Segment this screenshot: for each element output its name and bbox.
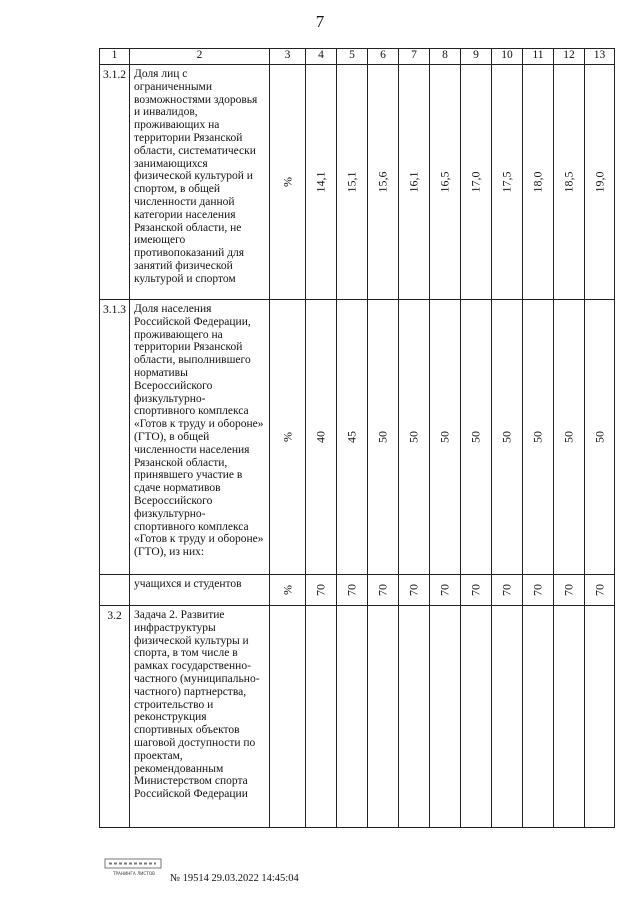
value-cell xyxy=(399,300,430,575)
value-cell xyxy=(461,606,492,828)
value-cell xyxy=(492,65,523,300)
value-cell xyxy=(585,575,615,606)
value-cell xyxy=(492,300,523,575)
value-text: 50 xyxy=(499,431,514,443)
value-text: 16,5 xyxy=(437,171,452,193)
value-cell xyxy=(337,606,368,828)
row-number: 3.2 xyxy=(100,606,130,828)
value-cell xyxy=(554,65,585,300)
value-cell xyxy=(523,606,554,828)
value-text: 17,5 xyxy=(499,171,514,193)
row-description: Доля населения Российской Федерации, проживающего на территории Рязанской области, выполнившего нормативы Всероссийского физкультурно-спортивного комплекса «Готов к труду и обороне» (ГТО), в общей численности населения Рязанской области, принявшего участие в сдаче нормативов Всероссийского физкультурно-спортивного комплекса «Готов к труду и обороне» (ГТО), из них: xyxy=(130,300,270,575)
value-text: 70 xyxy=(592,584,607,596)
value-text: 18,0 xyxy=(530,171,545,193)
value-cell xyxy=(554,575,585,606)
indicators-table xyxy=(99,48,615,828)
value-cell xyxy=(306,606,337,828)
value-text: 50 xyxy=(437,431,452,443)
header-cell: 8 xyxy=(430,49,461,65)
unit-text: % xyxy=(280,432,295,442)
value-text: 50 xyxy=(561,431,576,443)
header-cell: 12 xyxy=(554,49,585,65)
value-text: 70 xyxy=(561,584,576,596)
header-cell: 11 xyxy=(523,49,554,65)
unit-cell xyxy=(270,65,306,300)
value-cell xyxy=(554,606,585,828)
value-cell xyxy=(306,300,337,575)
header-row xyxy=(100,49,615,65)
value-cell xyxy=(337,300,368,575)
header-cell: 6 xyxy=(368,49,399,65)
value-text: 50 xyxy=(592,431,607,443)
value-text: 50 xyxy=(375,431,390,443)
row-number: 3.1.2 xyxy=(100,65,130,300)
header-cell: 3 xyxy=(270,49,306,65)
value-cell xyxy=(399,575,430,606)
value-cell xyxy=(399,606,430,828)
value-text: 70 xyxy=(437,584,452,596)
header-cell: 7 xyxy=(399,49,430,65)
value-cell xyxy=(585,606,615,828)
header-cell: 1 xyxy=(100,49,130,65)
value-cell xyxy=(430,575,461,606)
registration-stamp-icon xyxy=(104,855,164,877)
table-row xyxy=(100,65,615,300)
value-text: 70 xyxy=(468,584,483,596)
value-cell xyxy=(337,65,368,300)
page-number: 7 xyxy=(315,12,325,31)
value-text: 45 xyxy=(344,431,359,443)
value-cell xyxy=(306,65,337,300)
unit-cell xyxy=(270,575,306,606)
table-row xyxy=(100,606,615,828)
table-row xyxy=(100,300,615,575)
header-cell: 2 xyxy=(130,49,270,65)
value-text: 70 xyxy=(375,584,390,596)
value-cell xyxy=(368,575,399,606)
value-cell xyxy=(461,300,492,575)
value-cell xyxy=(399,65,430,300)
value-text: 70 xyxy=(499,584,514,596)
value-cell xyxy=(430,300,461,575)
stamp-caption: ТРАНИНГА ЛИСТОВ xyxy=(112,871,156,876)
row-description: Доля лиц с ограниченными возможностями здоровья и инвалидов, проживающих на территории Рязанской области, систематически занимающихся физической культурой и спортом, в общей численности данной категории населения Рязанской области, не имеющего противопоказаний для занятий физической культурой и спортом xyxy=(130,65,270,300)
value-text: 15,1 xyxy=(344,171,359,193)
value-text: 18,5 xyxy=(561,171,576,193)
value-text: 70 xyxy=(344,584,359,596)
value-cell xyxy=(461,65,492,300)
unit-text: % xyxy=(280,585,295,595)
row-description: Задача 2. Развитие инфраструктуры физической культуры и спорта, в том числе в рамках государственно-частного (муниципально-частного) партнерства, строительство и реконструкция спортивных объектов шаговой доступности по проектам, рекомендованным Министерством спорта Российской Федерации xyxy=(130,606,270,828)
value-cell xyxy=(492,606,523,828)
value-cell xyxy=(492,575,523,606)
row-number xyxy=(100,575,130,606)
value-cell xyxy=(430,606,461,828)
value-text: 70 xyxy=(406,584,421,596)
value-cell xyxy=(461,575,492,606)
value-cell xyxy=(430,65,461,300)
value-text: 70 xyxy=(530,584,545,596)
value-text: 50 xyxy=(406,431,421,443)
value-text: 40 xyxy=(313,431,328,443)
value-cell xyxy=(523,65,554,300)
value-text: 14,1 xyxy=(313,171,328,193)
value-text: 17,0 xyxy=(468,171,483,193)
document-registration-number: № 19514 29.03.2022 14:45:04 xyxy=(170,873,299,884)
row-number: 3.1.3 xyxy=(100,300,130,575)
value-text: 15,6 xyxy=(375,171,390,193)
value-text: 70 xyxy=(313,584,328,596)
value-text: 16,1 xyxy=(406,171,421,193)
value-text: 19,0 xyxy=(592,171,607,193)
unit-text: % xyxy=(280,177,295,187)
value-text: 50 xyxy=(530,431,545,443)
value-text: 50 xyxy=(468,431,483,443)
header-cell: 5 xyxy=(337,49,368,65)
value-cell xyxy=(523,300,554,575)
unit-cell xyxy=(270,606,306,828)
table-row xyxy=(100,575,615,606)
value-cell xyxy=(368,65,399,300)
header-cell: 4 xyxy=(306,49,337,65)
header-cell: 9 xyxy=(461,49,492,65)
value-cell xyxy=(337,575,368,606)
value-cell xyxy=(585,65,615,300)
value-cell xyxy=(368,300,399,575)
value-cell xyxy=(368,606,399,828)
value-cell xyxy=(554,300,585,575)
header-cell: 10 xyxy=(492,49,523,65)
value-cell xyxy=(585,300,615,575)
header-cell: 13 xyxy=(585,49,615,65)
value-cell xyxy=(523,575,554,606)
row-description: учащихся и студентов xyxy=(130,575,270,606)
unit-cell xyxy=(270,300,306,575)
value-cell xyxy=(306,575,337,606)
